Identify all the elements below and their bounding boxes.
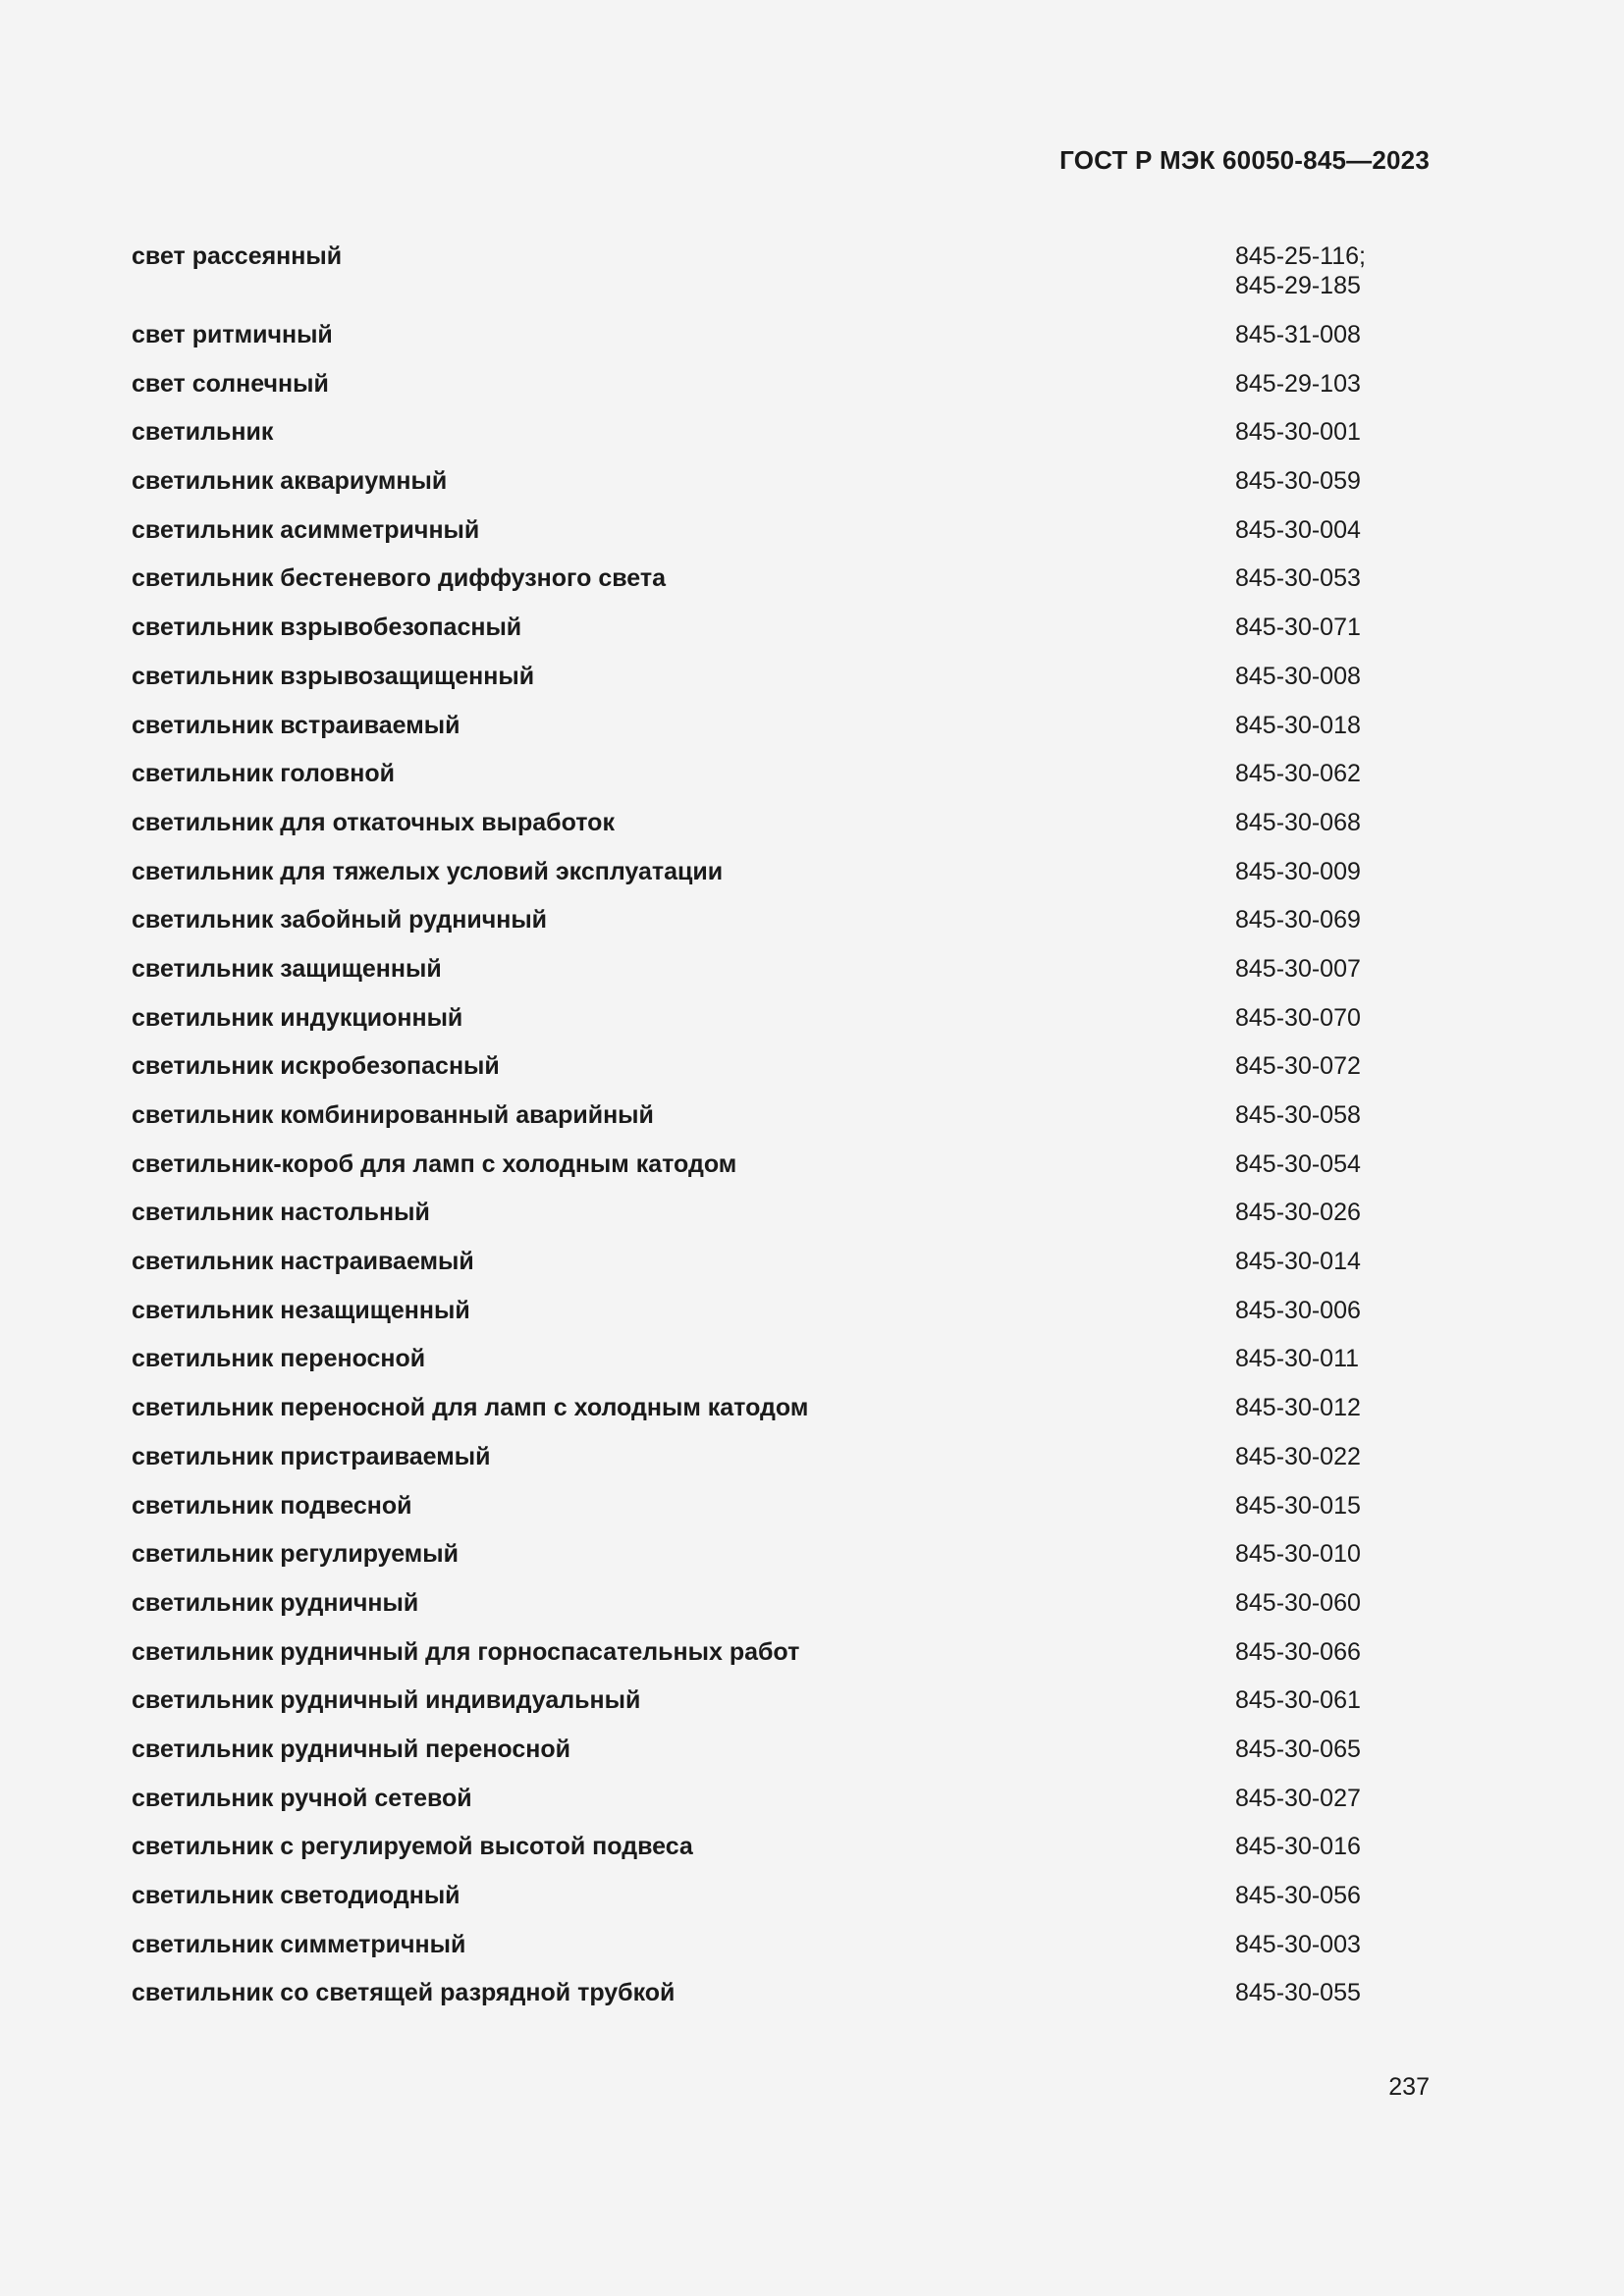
entry-code: 845-30-022 [1235, 1442, 1361, 1470]
entry-code: 845-30-027 [1235, 1784, 1361, 1812]
index-entry [132, 241, 1366, 320]
entry-code: 845-30-065 [1235, 1735, 1361, 1763]
entry-code: 845-30-007 [1235, 954, 1361, 983]
entry-term: светильник комбинированный аварийный [132, 1101, 654, 1129]
index-entry [132, 1393, 1359, 1442]
entry-code: 845-30-010 [1235, 1540, 1361, 1569]
entry-codes [1235, 369, 1361, 399]
entry-codes [1235, 1051, 1361, 1081]
entry-code: 845-30-004 [1235, 515, 1361, 544]
index-entry [132, 1344, 1359, 1393]
entry-term: светильник взрывозащищенный [132, 662, 535, 690]
entry-code: 845-30-008 [1235, 662, 1361, 690]
index-entry [132, 466, 1359, 515]
entry-code: 845-30-060 [1235, 1588, 1361, 1617]
entry-codes [1235, 1735, 1361, 1764]
entry-codes [1235, 1685, 1361, 1715]
entry-codes [1235, 1978, 1361, 2007]
index-entry [132, 1491, 1359, 1540]
entry-code: 845-30-011 [1235, 1345, 1360, 1373]
entry-codes [1235, 1881, 1361, 1910]
entry-code: 845-30-061 [1235, 1686, 1361, 1715]
index-entry [132, 905, 1359, 954]
entry-term: светильник головной [132, 760, 395, 788]
index-entry [132, 1784, 1359, 1833]
entry-term: светильник рудничный индивидуальный [132, 1686, 641, 1715]
entry-codes [1235, 466, 1361, 496]
entry-codes [1235, 954, 1361, 984]
entry-term: светильник рудничный [132, 1588, 419, 1617]
entry-term: светильник рудничный переносной [132, 1735, 571, 1763]
entry-term: светильник подвесной [132, 1491, 412, 1520]
index-entry [132, 857, 1359, 906]
entry-code: 845-30-003 [1235, 1930, 1361, 1958]
index-entry [132, 515, 1359, 564]
entry-term: светильник-короб для ламп с холодным катодом [132, 1149, 737, 1178]
index-entry [132, 1685, 1359, 1735]
entry-term: светильник настраиваемый [132, 1248, 474, 1276]
entry-codes [1235, 808, 1361, 837]
entry-code: 845-30-054 [1235, 1149, 1361, 1178]
entry-term: светильник переносной [132, 1345, 426, 1373]
entry-code: 845-30-069 [1235, 906, 1361, 934]
index-entry [132, 1539, 1359, 1588]
document-header-title: ГОСТ Р МЭК 60050-845—2023 [1059, 145, 1430, 175]
index-entry [132, 1442, 1359, 1491]
entry-code: 845-30-015 [1235, 1491, 1361, 1520]
index-entry [132, 1051, 1359, 1100]
entry-code: 845-30-059 [1235, 467, 1361, 496]
entry-term: светильник незащищенный [132, 1296, 470, 1324]
entry-term: светильник переносной для ламп с холодным катодом [132, 1394, 809, 1422]
entry-code: 845-30-016 [1235, 1833, 1361, 1861]
entry-code: 845-30-068 [1235, 808, 1361, 836]
entry-codes [1235, 1198, 1361, 1227]
index-entry [132, 563, 1359, 613]
entry-codes [1235, 1539, 1361, 1569]
entry-codes [1235, 1930, 1361, 1959]
entry-code: 845-30-006 [1235, 1296, 1361, 1324]
entry-code: 845-30-012 [1235, 1394, 1361, 1422]
entry-term: светильник забойный рудничный [132, 906, 548, 934]
index-entry [132, 1247, 1359, 1296]
entry-code: 845-30-001 [1235, 418, 1361, 447]
entry-term: светильник бестеневого диффузного света [132, 564, 666, 593]
entry-codes [1235, 320, 1361, 349]
entry-term: светильник симметричный [132, 1930, 466, 1958]
index-entry [132, 1149, 1359, 1199]
index-entry [132, 1930, 1359, 1979]
entry-code: 845-31-008 [1235, 321, 1361, 348]
index-entry [132, 808, 1359, 857]
entry-term: светильник светодиодный [132, 1882, 460, 1909]
index-entry [132, 1637, 1359, 1686]
entry-codes [1235, 1637, 1361, 1667]
entry-codes [1235, 417, 1361, 447]
index-entry [132, 759, 1359, 808]
entry-term: светильник [132, 418, 274, 447]
entry-codes [1235, 1149, 1361, 1179]
index-entry [132, 1296, 1359, 1345]
entry-code: 845-25-116; [1235, 242, 1366, 270]
entry-term: светильник настольный [132, 1199, 430, 1227]
entry-code: 845-30-062 [1235, 760, 1361, 788]
entry-codes [1235, 613, 1361, 642]
entry-code: 845-30-058 [1235, 1101, 1361, 1129]
entry-term: светильник индукционный [132, 1003, 463, 1032]
entry-term: свет солнечный [132, 369, 329, 398]
entry-code: 845-30-018 [1235, 711, 1361, 739]
entry-term: светильник с регулируемой высотой подвеса [132, 1833, 693, 1861]
index-entry [132, 1881, 1359, 1930]
index-entry [132, 1100, 1359, 1149]
entry-code: 845-30-056 [1235, 1882, 1361, 1909]
entry-code: 845-30-070 [1235, 1003, 1361, 1032]
entry-term: светильник ручной сетевой [132, 1784, 472, 1812]
page-number: 237 [1388, 2073, 1430, 2101]
entry-code: 845-30-071 [1235, 614, 1361, 642]
entry-codes [1235, 1003, 1361, 1033]
entry-term: светильник взрывобезопасный [132, 614, 522, 642]
entry-term: светильник для откаточных выработок [132, 808, 615, 836]
entry-code: 845-30-072 [1235, 1052, 1361, 1081]
entry-codes [1235, 1100, 1361, 1130]
entry-code: 845-30-066 [1235, 1637, 1361, 1666]
index-entry [132, 613, 1359, 662]
entry-codes [1235, 515, 1361, 545]
index-entry [132, 711, 1359, 760]
entry-code: 845-29-103 [1235, 369, 1361, 398]
entry-code: 845-30-026 [1235, 1199, 1361, 1227]
index-entry [132, 1198, 1359, 1247]
term-index-list [132, 241, 1366, 2027]
entry-codes [1235, 1784, 1361, 1813]
entry-codes [1235, 1247, 1361, 1276]
entry-codes [1235, 1588, 1361, 1618]
entry-code: 845-30-014 [1235, 1248, 1361, 1276]
entry-codes [1235, 857, 1361, 886]
entry-codes [1235, 563, 1361, 593]
entry-term: светильник для тяжелых условий эксплуатации [132, 857, 724, 885]
entry-term: светильник искробезопасный [132, 1052, 500, 1081]
entry-term: светильник встраиваемый [132, 711, 460, 739]
index-entry [132, 1735, 1359, 1784]
index-entry [132, 417, 1359, 466]
entry-codes [1235, 905, 1361, 934]
index-entry [132, 1003, 1359, 1052]
index-entry [132, 1588, 1359, 1637]
entry-codes [1235, 1296, 1361, 1325]
entry-code: 845-30-053 [1235, 564, 1361, 593]
index-entry [132, 369, 1359, 418]
index-entry [132, 1832, 1359, 1881]
entry-codes [1235, 1344, 1359, 1373]
entry-codes [1235, 1393, 1361, 1422]
entry-term: светильник асимметричный [132, 515, 480, 544]
entry-term: светильник пристраиваемый [132, 1442, 491, 1470]
entry-term: свет рассеянный [132, 242, 343, 270]
entry-codes [1235, 711, 1361, 740]
index-entry [132, 954, 1359, 1003]
entry-codes [1235, 759, 1361, 788]
entry-codes [1235, 662, 1361, 691]
entry-code: 845-30-009 [1235, 857, 1361, 885]
index-entry [132, 662, 1359, 711]
entry-term: светильник аквариумный [132, 467, 448, 496]
entry-codes [1235, 241, 1366, 300]
entry-term: светильник регулируемый [132, 1540, 460, 1569]
entry-code: 845-29-185 [1235, 272, 1361, 299]
entry-codes [1235, 1442, 1361, 1471]
entry-codes [1235, 1491, 1361, 1521]
entry-term: свет ритмичный [132, 321, 333, 348]
entry-codes [1235, 1832, 1361, 1861]
entry-code: 845-30-055 [1235, 1979, 1361, 2007]
index-entry [132, 320, 1359, 369]
index-entry [132, 1978, 1359, 2027]
entry-term: светильник со светящей разрядной трубкой [132, 1979, 676, 2007]
entry-term: светильник защищенный [132, 954, 442, 983]
entry-term: светильник рудничный для горноспасательных работ [132, 1637, 800, 1666]
